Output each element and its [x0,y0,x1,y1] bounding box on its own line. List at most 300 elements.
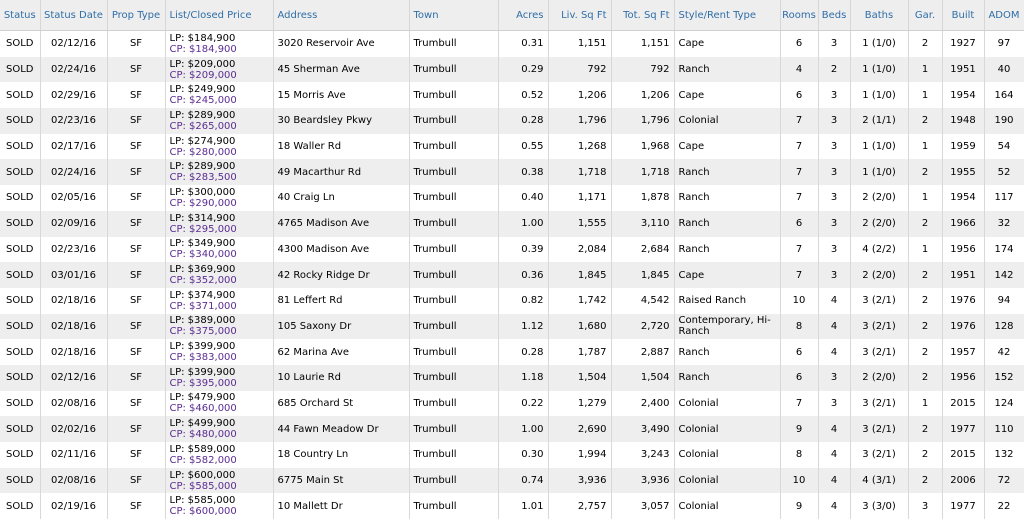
cell-built: 2015 [942,391,984,417]
cell-status: SOLD [0,365,40,391]
cell-town: Trumbull [409,185,498,211]
cell-beds: 4 [818,288,850,314]
cell-liv-sqft: 1,718 [548,159,611,185]
col-header-beds[interactable]: Beds [818,0,850,31]
cell-status-date: 02/05/16 [40,185,107,211]
cell-address: 18 Waller Rd [273,134,409,160]
list-price: LP: $369,900 [169,264,236,276]
table-row[interactable] [0,339,1024,365]
cell-status-date: 02/23/16 [40,108,107,134]
cell-acres: 0.82 [498,288,548,314]
cell-address: 45 Sherman Ave [273,57,409,83]
cell-baths: 2 (2/0) [850,262,908,288]
cell-rooms: 7 [780,185,818,211]
cell-style: Colonial [674,391,780,417]
cell-town: Trumbull [409,339,498,365]
cell-address: 105 Saxony Dr [273,314,409,340]
cell-status: SOLD [0,185,40,211]
cell-adom: 22 [984,493,1024,519]
cell-built: 1954 [942,82,984,108]
cell-acres: 0.55 [498,134,548,160]
cell-address: 18 Country Ln [273,442,409,468]
table-body [0,31,1024,520]
cell-tot-sqft: 3,936 [611,468,674,494]
cell-price [165,288,273,314]
cell-liv-sqft: 1,268 [548,134,611,160]
cell-garage: 2 [908,159,942,185]
cell-status-date: 02/18/16 [40,339,107,365]
cell-price [165,365,273,391]
cell-acres: 0.22 [498,391,548,417]
cell-garage: 2 [908,442,942,468]
cell-liv-sqft: 1,555 [548,211,611,237]
cell-beds: 3 [818,365,850,391]
cell-adom: 42 [984,339,1024,365]
cell-tot-sqft: 3,243 [611,442,674,468]
cell-beds: 4 [818,468,850,494]
cell-liv-sqft: 1,680 [548,314,611,340]
cell-prop-type: SF [107,314,165,340]
cell-price [165,493,273,519]
cell-beds: 4 [818,442,850,468]
cell-prop-type: SF [107,134,165,160]
cell-status: SOLD [0,108,40,134]
cell-rooms: 10 [780,468,818,494]
cell-address: 42 Rocky Ridge Dr [273,262,409,288]
header-row [0,0,1024,31]
cell-acres: 0.39 [498,237,548,263]
cell-style: Ranch [674,159,780,185]
cell-tot-sqft: 3,490 [611,416,674,442]
cell-rooms: 9 [780,416,818,442]
cell-status-date: 02/11/16 [40,442,107,468]
cell-tot-sqft: 792 [611,57,674,83]
table-row[interactable] [0,493,1024,519]
cell-status: SOLD [0,468,40,494]
table-row[interactable] [0,31,1024,57]
cell-tot-sqft: 2,720 [611,314,674,340]
col-header-acres[interactable]: Acres [498,0,548,31]
table-row[interactable] [0,57,1024,83]
cell-prop-type: SF [107,211,165,237]
cell-status-date: 02/18/16 [40,314,107,340]
cell-price [165,185,273,211]
list-price: LP: $499,900 [169,418,236,430]
cell-address: 4300 Madison Ave [273,237,409,263]
cell-built: 1959 [942,134,984,160]
list-price: LP: $349,900 [169,238,236,250]
cell-status: SOLD [0,134,40,160]
cell-tot-sqft: 1,878 [611,185,674,211]
cell-rooms: 6 [780,31,818,57]
cell-adom: 124 [984,391,1024,417]
cell-beds: 2 [818,57,850,83]
cell-rooms: 7 [780,391,818,417]
cell-acres: 0.29 [498,57,548,83]
cell-address: 49 Macarthur Rd [273,159,409,185]
cell-beds: 4 [818,416,850,442]
cell-status-date: 02/17/16 [40,134,107,160]
col-header-status[interactable]: Status [0,0,40,31]
cell-built: 1951 [942,262,984,288]
table-row[interactable] [0,442,1024,468]
cell-beds: 3 [818,185,850,211]
list-price: LP: $184,900 [169,32,236,44]
cell-address: 10 Laurie Rd [273,365,409,391]
cell-rooms: 7 [780,237,818,263]
cell-beds: 3 [818,159,850,185]
cell-status: SOLD [0,416,40,442]
cell-status: SOLD [0,159,40,185]
cell-address: 15 Morris Ave [273,82,409,108]
cell-prop-type: SF [107,185,165,211]
cell-town: Trumbull [409,416,498,442]
cell-style: Ranch [674,185,780,211]
cell-tot-sqft: 1,968 [611,134,674,160]
cell-acres: 0.28 [498,339,548,365]
col-header-status-date[interactable]: Status Date [40,0,107,31]
cell-style: Colonial [674,416,780,442]
list-price: LP: $289,900 [169,109,236,121]
cell-status-date: 02/02/16 [40,416,107,442]
cell-status: SOLD [0,82,40,108]
cell-acres: 0.30 [498,442,548,468]
closed-price: CP: $600,000 [169,506,237,518]
cell-prop-type: SF [107,31,165,57]
closed-price: CP: $395,000 [169,377,237,389]
cell-price [165,108,273,134]
closed-price: CP: $460,000 [169,403,237,415]
table-row[interactable] [0,108,1024,134]
cell-garage: 2 [908,416,942,442]
cell-status: SOLD [0,339,40,365]
cell-garage: 1 [908,134,942,160]
cell-prop-type: SF [107,82,165,108]
cell-style: Contemporary, Hi-Ranch [674,314,780,340]
cell-built: 1948 [942,108,984,134]
cell-baths: 1 (1/0) [850,159,908,185]
cell-status: SOLD [0,391,40,417]
cell-status-date: 02/19/16 [40,493,107,519]
cell-liv-sqft: 792 [548,57,611,83]
list-price: LP: $399,900 [169,366,236,378]
cell-tot-sqft: 2,887 [611,339,674,365]
cell-baths: 1 (1/0) [850,57,908,83]
cell-garage: 2 [908,339,942,365]
cell-price [165,57,273,83]
cell-price [165,31,273,57]
col-header-liv-sqft[interactable]: Liv. Sq Ft [548,0,611,31]
cell-baths: 3 (2/1) [850,391,908,417]
cell-town: Trumbull [409,108,498,134]
cell-garage: 2 [908,108,942,134]
cell-tot-sqft: 4,542 [611,288,674,314]
cell-beds: 3 [818,237,850,263]
col-header-price[interactable]: List/Closed Price [165,0,273,31]
cell-prop-type: SF [107,416,165,442]
col-header-garage[interactable]: Gar. [908,0,942,31]
cell-adom: 132 [984,442,1024,468]
cell-tot-sqft: 1,718 [611,159,674,185]
cell-garage: 1 [908,185,942,211]
table-row[interactable] [0,391,1024,417]
cell-price [165,262,273,288]
cell-address: 81 Leffert Rd [273,288,409,314]
cell-adom: 72 [984,468,1024,494]
cell-acres: 0.28 [498,108,548,134]
cell-baths: 4 (2/2) [850,237,908,263]
cell-adom: 142 [984,262,1024,288]
list-price: LP: $289,900 [169,161,236,173]
cell-rooms: 6 [780,365,818,391]
cell-baths: 1 (1/0) [850,134,908,160]
cell-status: SOLD [0,31,40,57]
cell-liv-sqft: 1,994 [548,442,611,468]
cell-adom: 97 [984,31,1024,57]
cell-town: Trumbull [409,314,498,340]
cell-status: SOLD [0,442,40,468]
cell-status-date: 02/24/16 [40,159,107,185]
closed-price: CP: $340,000 [169,249,237,261]
cell-garage: 2 [908,211,942,237]
table-row[interactable] [0,262,1024,288]
cell-built: 1956 [942,365,984,391]
cell-liv-sqft: 1,206 [548,82,611,108]
col-header-adom[interactable]: ADOM [984,0,1024,31]
cell-built: 1955 [942,159,984,185]
cell-town: Trumbull [409,57,498,83]
cell-rooms: 8 [780,442,818,468]
cell-baths: 2 (2/0) [850,211,908,237]
cell-town: Trumbull [409,82,498,108]
table-row[interactable] [0,185,1024,211]
cell-rooms: 7 [780,108,818,134]
cell-baths: 3 (2/1) [850,339,908,365]
cell-status: SOLD [0,57,40,83]
cell-town: Trumbull [409,237,498,263]
cell-town: Trumbull [409,365,498,391]
cell-price [165,314,273,340]
cell-adom: 117 [984,185,1024,211]
list-price: LP: $274,900 [169,135,236,147]
cell-style: Colonial [674,108,780,134]
cell-adom: 110 [984,416,1024,442]
cell-tot-sqft: 2,684 [611,237,674,263]
closed-price: CP: $582,000 [169,454,237,466]
closed-price: CP: $184,900 [169,43,237,55]
cell-beds: 3 [818,262,850,288]
cell-built: 1951 [942,57,984,83]
cell-garage: 1 [908,82,942,108]
cell-rooms: 10 [780,288,818,314]
cell-tot-sqft: 1,845 [611,262,674,288]
cell-town: Trumbull [409,262,498,288]
cell-rooms: 6 [780,211,818,237]
table-row[interactable] [0,365,1024,391]
cell-style: Ranch [674,211,780,237]
cell-address: 6775 Main St [273,468,409,494]
cell-baths: 2 (2/0) [850,365,908,391]
cell-acres: 1.00 [498,211,548,237]
cell-acres: 0.31 [498,31,548,57]
cell-baths: 1 (1/0) [850,31,908,57]
cell-tot-sqft: 2,400 [611,391,674,417]
cell-liv-sqft: 1,742 [548,288,611,314]
cell-beds: 3 [818,31,850,57]
cell-baths: 3 (3/0) [850,493,908,519]
cell-town: Trumbull [409,493,498,519]
cell-garage: 2 [908,468,942,494]
col-header-style[interactable]: Style/Rent Type [674,0,780,31]
cell-garage: 2 [908,365,942,391]
cell-status: SOLD [0,262,40,288]
closed-price: CP: $280,000 [169,146,237,158]
cell-status-date: 02/08/16 [40,391,107,417]
cell-prop-type: SF [107,442,165,468]
col-header-built[interactable]: Built [942,0,984,31]
cell-town: Trumbull [409,31,498,57]
cell-built: 1977 [942,416,984,442]
cell-town: Trumbull [409,391,498,417]
cell-baths: 2 (2/0) [850,185,908,211]
cell-price [165,82,273,108]
cell-style: Cape [674,31,780,57]
cell-acres: 0.74 [498,468,548,494]
cell-rooms: 7 [780,262,818,288]
cell-address: 40 Craig Ln [273,185,409,211]
cell-rooms: 6 [780,82,818,108]
cell-acres: 0.38 [498,159,548,185]
cell-style: Colonial [674,442,780,468]
cell-style: Cape [674,82,780,108]
list-price: LP: $589,000 [169,443,236,455]
cell-tot-sqft: 1,796 [611,108,674,134]
cell-address: 3020 Reservoir Ave [273,31,409,57]
cell-beds: 3 [818,391,850,417]
cell-adom: 52 [984,159,1024,185]
cell-tot-sqft: 1,504 [611,365,674,391]
cell-status-date: 02/24/16 [40,57,107,83]
table-row[interactable] [0,288,1024,314]
cell-acres: 0.52 [498,82,548,108]
closed-price: CP: $480,000 [169,429,237,441]
cell-style: Colonial [674,468,780,494]
cell-garage: 2 [908,288,942,314]
cell-liv-sqft: 1,151 [548,31,611,57]
cell-status-date: 03/01/16 [40,262,107,288]
cell-liv-sqft: 1,171 [548,185,611,211]
cell-adom: 164 [984,82,1024,108]
cell-garage: 1 [908,237,942,263]
cell-style: Cape [674,134,780,160]
cell-prop-type: SF [107,468,165,494]
cell-adom: 54 [984,134,1024,160]
cell-acres: 1.00 [498,416,548,442]
cell-adom: 40 [984,57,1024,83]
cell-address: 30 Beardsley Pkwy [273,108,409,134]
cell-beds: 3 [818,108,850,134]
closed-price: CP: $383,000 [169,352,237,364]
cell-prop-type: SF [107,159,165,185]
table-row[interactable] [0,159,1024,185]
cell-baths: 1 (1/0) [850,82,908,108]
col-header-address[interactable]: Address [273,0,409,31]
cell-town: Trumbull [409,211,498,237]
cell-beds: 4 [818,339,850,365]
cell-liv-sqft: 1,279 [548,391,611,417]
table-row[interactable] [0,82,1024,108]
cell-status-date: 02/12/16 [40,365,107,391]
cell-garage: 2 [908,262,942,288]
cell-baths: 2 (1/1) [850,108,908,134]
cell-prop-type: SF [107,365,165,391]
cell-built: 1927 [942,31,984,57]
col-header-prop-type[interactable]: Prop Type [107,0,165,31]
list-price: LP: $585,000 [169,495,236,507]
cell-tot-sqft: 3,057 [611,493,674,519]
cell-prop-type: SF [107,339,165,365]
cell-built: 1956 [942,237,984,263]
cell-status-date: 02/12/16 [40,31,107,57]
cell-prop-type: SF [107,57,165,83]
cell-status-date: 02/18/16 [40,288,107,314]
cell-garage: 3 [908,493,942,519]
table-row[interactable] [0,468,1024,494]
cell-garage: 2 [908,314,942,340]
cell-rooms: 7 [780,159,818,185]
cell-liv-sqft: 2,084 [548,237,611,263]
list-price: LP: $314,900 [169,212,236,224]
col-header-baths[interactable]: Baths [850,0,908,31]
cell-style: Ranch [674,365,780,391]
list-price: LP: $374,900 [169,289,236,301]
cell-adom: 94 [984,288,1024,314]
table-row[interactable] [0,237,1024,263]
cell-style: Ranch [674,57,780,83]
cell-rooms: 7 [780,134,818,160]
table-row[interactable] [0,314,1024,340]
cell-rooms: 6 [780,339,818,365]
cell-baths: 3 (2/1) [850,442,908,468]
cell-price [165,134,273,160]
cell-address: 4765 Madison Ave [273,211,409,237]
cell-garage: 1 [908,57,942,83]
cell-acres: 0.36 [498,262,548,288]
cell-status: SOLD [0,211,40,237]
cell-style: Cape [674,262,780,288]
cell-baths: 3 (2/1) [850,314,908,340]
cell-prop-type: SF [107,262,165,288]
cell-adom: 128 [984,314,1024,340]
cell-liv-sqft: 3,936 [548,468,611,494]
cell-status: SOLD [0,493,40,519]
list-price: LP: $399,900 [169,341,236,353]
list-price: LP: $600,000 [169,469,236,481]
table-row[interactable] [0,416,1024,442]
cell-baths: 3 (2/1) [850,288,908,314]
table-row[interactable] [0,134,1024,160]
cell-tot-sqft: 1,206 [611,82,674,108]
cell-address: 62 Marina Ave [273,339,409,365]
closed-price: CP: $352,000 [169,275,237,287]
cell-price [165,442,273,468]
col-header-town[interactable]: Town [409,0,498,31]
cell-town: Trumbull [409,442,498,468]
col-header-tot-sqft[interactable]: Tot. Sq Ft [611,0,674,31]
cell-built: 1966 [942,211,984,237]
table-row[interactable] [0,211,1024,237]
col-header-rooms[interactable]: Rooms [780,0,818,31]
